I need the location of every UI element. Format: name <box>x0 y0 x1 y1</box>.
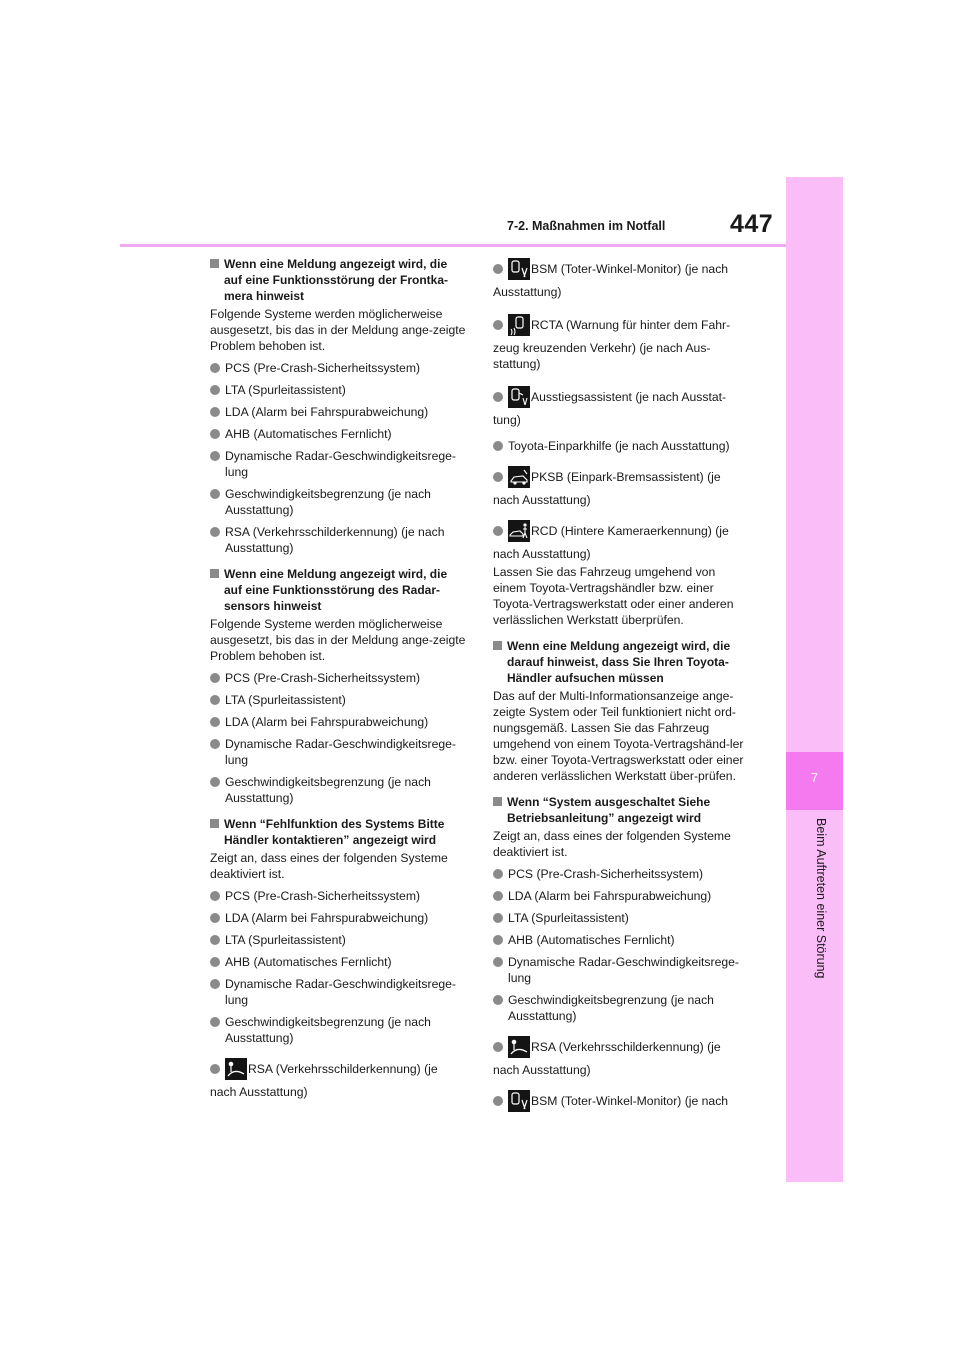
list-item: LDA (Alarm bei Fahrspurabweichung) <box>210 910 466 926</box>
round-bullet-icon <box>210 1017 220 1027</box>
list-item-with-icon: PKSB (Einpark-Bremsassistent) (je nach Ausstattung) <box>493 466 749 508</box>
paragraph: Das auf der Multi-Informationsanzeige ange-zeigte System oder Teil funktioniert nicht ord-nungsgemäß. Lassen Sie das Fahrzeug umgehend von einem Toyota-Vertragshänd-ler bzw. einer Toyota-Vertragswerkstatt oder einer anderen verlässlichen Werkstatt über-prüfen. <box>493 689 744 783</box>
section-heading: Wenn “Fehlfunktion des Systems Bitte Händler kontaktieren” angezeigt wird <box>210 816 466 848</box>
list-item-with-icon: Ausstiegsassistent (je nach Ausstat- tung) <box>493 386 749 428</box>
right-column <box>493 256 749 1112</box>
round-bullet-icon <box>210 385 220 395</box>
round-bullet-icon <box>493 472 503 482</box>
round-bullet-icon <box>210 979 220 989</box>
round-bullet-icon <box>493 264 503 274</box>
round-bullet-icon <box>210 739 220 749</box>
round-bullet-icon <box>493 320 503 330</box>
list-item: PCS (Pre-Crash-Sicherheitssystem) <box>210 670 466 686</box>
blind-spot-monitor-icon <box>508 1090 530 1112</box>
round-bullet-icon <box>210 489 220 499</box>
list-item: Geschwindigkeitsbegrenzung (je nach Ausstattung) <box>210 486 466 518</box>
chapter-title: Beim Auftreten einer Störung <box>814 818 828 979</box>
section-heading: Wenn eine Meldung angezeigt wird, die auf eine Funktionsstörung des Radar-sensors hinweist <box>210 566 466 614</box>
round-bullet-icon <box>210 429 220 439</box>
round-bullet-icon <box>210 451 220 461</box>
square-bullet-icon <box>210 259 219 268</box>
list-item: AHB (Automatisches Fernlicht) <box>210 954 466 970</box>
round-bullet-icon <box>493 913 503 923</box>
list-item: LDA (Alarm bei Fahrspurabweichung) <box>210 714 466 730</box>
round-bullet-icon <box>493 526 503 536</box>
list-item: LTA (Spurleitassistent) <box>210 932 466 948</box>
list-item: LTA (Spurleitassistent) <box>493 910 749 926</box>
list-item: LTA (Spurleitassistent) <box>210 382 466 398</box>
list-item: Dynamische Radar-Geschwindigkeitsrege-lung <box>210 736 466 768</box>
list-item: LTA (Spurleitassistent) <box>210 692 466 708</box>
section-heading: Wenn eine Meldung angezeigt wird, die darauf hinweist, dass Sie Ihren Toyota-Händler aufsuchen müssen <box>493 638 749 686</box>
list-item: AHB (Automatisches Fernlicht) <box>210 426 466 442</box>
list-item: Geschwindigkeitsbegrenzung (je nach Ausstattung) <box>493 992 749 1024</box>
round-bullet-icon <box>210 913 220 923</box>
round-bullet-icon <box>493 957 503 967</box>
rear-cross-traffic-icon <box>508 314 530 336</box>
round-bullet-icon <box>493 995 503 1005</box>
section-heading: Wenn eine Meldung angezeigt wird, die auf eine Funktionsstörung der Frontka-mera hinweist <box>210 256 466 304</box>
chapter-number: 7 <box>810 770 819 785</box>
round-bullet-icon <box>210 935 220 945</box>
exit-assist-icon <box>508 386 530 408</box>
round-bullet-icon <box>210 717 220 727</box>
left-column <box>210 256 466 1100</box>
round-bullet-icon <box>210 673 220 683</box>
header-rule <box>120 244 786 247</box>
list-item: Dynamische Radar-Geschwindigkeitsrege-lung <box>210 448 466 480</box>
round-bullet-icon <box>493 392 503 402</box>
blind-spot-monitor-icon <box>508 258 530 280</box>
round-bullet-icon <box>493 891 503 901</box>
list-item: Dynamische Radar-Geschwindigkeitsrege-lung <box>210 976 466 1008</box>
side-tab <box>786 177 843 1182</box>
square-bullet-icon <box>210 819 219 828</box>
list-item: LDA (Alarm bei Fahrspurabweichung) <box>210 404 466 420</box>
paragraph: Lassen Sie das Fahrzeug umgehend von einem Toyota-Vertragshändler bzw. einer Toyota-Vertragswerkstatt oder einer anderen verlässlichen Werkstatt überprüfen. <box>493 565 734 627</box>
road-sign-assist-icon <box>225 1058 247 1080</box>
section-title: 7-2. Maßnahmen im Notfall <box>507 219 666 233</box>
list-item-with-icon: RSA (Verkehrsschilderkennung) (je nach Ausstattung) <box>493 1036 749 1078</box>
round-bullet-icon <box>210 363 220 373</box>
paragraph: Folgende Systeme werden möglicherweise ausgesetzt, bis das in der Meldung ange-zeigte Problem behoben ist. <box>210 307 466 353</box>
list-item: PCS (Pre-Crash-Sicherheitssystem) <box>210 360 466 376</box>
square-bullet-icon <box>210 569 219 578</box>
round-bullet-icon <box>210 695 220 705</box>
round-bullet-icon <box>493 1096 503 1106</box>
list-item: Toyota-Einparkhilfe (je nach Ausstattung) <box>493 438 749 454</box>
list-item-with-icon: RCD (Hintere Kameraerkennung) (je nach Ausstattung) <box>493 520 749 562</box>
road-sign-assist-icon <box>508 1036 530 1058</box>
paragraph: Zeigt an, dass eines der folgenden Systeme deaktiviert ist. <box>210 851 448 881</box>
round-bullet-icon <box>210 1064 220 1074</box>
list-item: PCS (Pre-Crash-Sicherheitssystem) <box>493 866 749 882</box>
round-bullet-icon <box>210 777 220 787</box>
list-item: LDA (Alarm bei Fahrspurabweichung) <box>493 888 749 904</box>
list-item: Geschwindigkeitsbegrenzung (je nach Ausstattung) <box>210 774 466 806</box>
parking-brake-assist-icon <box>508 466 530 488</box>
paragraph: Folgende Systeme werden möglicherweise ausgesetzt, bis das in der Meldung ange-zeigte Problem behoben ist. <box>210 617 466 663</box>
round-bullet-icon <box>210 527 220 537</box>
page-number: 447 <box>730 210 774 238</box>
list-item: AHB (Automatisches Fernlicht) <box>493 932 749 948</box>
round-bullet-icon <box>210 407 220 417</box>
list-item: RSA (Verkehrsschilderkennung) (je nach Ausstattung) <box>210 524 466 556</box>
round-bullet-icon <box>493 869 503 879</box>
list-item-with-icon: RSA (Verkehrsschilderkennung) (je nach Ausstattung) <box>210 1058 466 1100</box>
list-item-with-icon: BSM (Toter-Winkel-Monitor) (je nach Ausstattung) <box>493 258 749 300</box>
section-heading: Wenn “System ausgeschaltet Siehe Betriebsanleitung” angezeigt wird <box>493 794 749 826</box>
rear-camera-detection-icon <box>508 520 530 542</box>
square-bullet-icon <box>493 797 502 806</box>
square-bullet-icon <box>493 641 502 650</box>
list-item: PCS (Pre-Crash-Sicherheitssystem) <box>210 888 466 904</box>
list-item: Geschwindigkeitsbegrenzung (je nach Ausstattung) <box>210 1014 466 1046</box>
paragraph: Zeigt an, dass eines der folgenden Systeme deaktiviert ist. <box>493 829 731 859</box>
round-bullet-icon <box>210 891 220 901</box>
round-bullet-icon <box>210 957 220 967</box>
round-bullet-icon <box>493 935 503 945</box>
round-bullet-icon <box>493 441 503 451</box>
round-bullet-icon <box>493 1042 503 1052</box>
list-item-with-icon: RCTA (Warnung für hinter dem Fahr- zeug kreuzenden Verkehr) (je nach Aus-stattung) <box>493 314 749 372</box>
list-item-with-icon: BSM (Toter-Winkel-Monitor) (je nach <box>493 1090 749 1112</box>
list-item: Dynamische Radar-Geschwindigkeitsrege-lung <box>493 954 749 986</box>
